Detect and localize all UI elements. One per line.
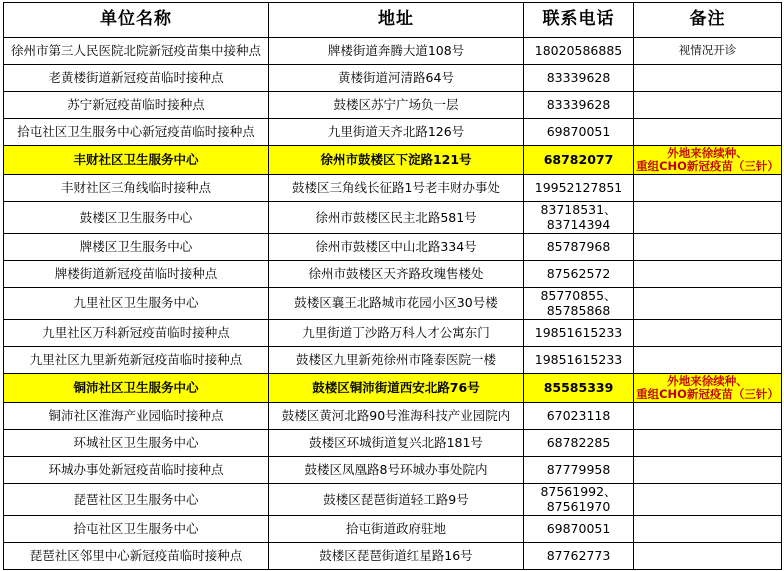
- cell-site-name: 拾屯社区卫生服务中心: [4, 516, 269, 543]
- table-row: [4, 38, 782, 65]
- table-row: [4, 484, 782, 516]
- cell-remark: [634, 261, 782, 288]
- table-row: [4, 202, 782, 234]
- table-row: [4, 430, 782, 457]
- cell-phone: 83339628: [524, 65, 634, 92]
- cell-site-name: 琵琶社区邻里中心新冠疫苗临时接种点: [4, 543, 269, 570]
- cell-site-name: 琵琶社区卫生服务中心: [4, 484, 269, 516]
- table-row: [4, 261, 782, 288]
- cell-address: 鼓楼区三角线长征路1号老丰财办事处: [269, 175, 524, 202]
- cell-site-name: 丰财社区三角线临时接种点: [4, 175, 269, 202]
- cell-site-name: 苏宁新冠疫苗临时接种点: [4, 92, 269, 119]
- cell-site-name: 牌楼街道新冠疫苗临时接种点: [4, 261, 269, 288]
- cell-phone: 83339628: [524, 92, 634, 119]
- table-row: [4, 119, 782, 146]
- table-row: [4, 234, 782, 261]
- cell-phone: 85787968: [524, 234, 634, 261]
- cell-site-name: 九里社区九里新苑新冠疫苗临时接种点: [4, 346, 269, 373]
- cell-site-name: 老黄楼街道新冠疫苗临时接种点: [4, 65, 269, 92]
- table-row: [4, 373, 782, 402]
- column-header-address: 地址: [269, 3, 524, 38]
- cell-site-name: 环城办事处新冠疫苗临时接种点: [4, 457, 269, 484]
- cell-site-name: 徐州市第三人民医院北院新冠疫苗集中接种点: [4, 38, 269, 65]
- cell-phone: 68782077: [524, 146, 634, 175]
- cell-phone: 19851615233: [524, 319, 634, 346]
- cell-phone: 18020586885: [524, 38, 634, 65]
- table-row: [4, 457, 782, 484]
- cell-address: 鼓楼区苏宁广场负一层: [269, 92, 524, 119]
- cell-phone: 85770855、 85785868: [524, 288, 634, 320]
- cell-site-name: 丰财社区卫生服务中心: [4, 146, 269, 175]
- cell-address: 黄楼街道河清路64号: [269, 65, 524, 92]
- table-row: [4, 92, 782, 119]
- table-row: [4, 175, 782, 202]
- table-row: [4, 543, 782, 570]
- cell-phone: 19952127851: [524, 175, 634, 202]
- cell-address: 九里街道天齐北路126号: [269, 119, 524, 146]
- table-body: [4, 38, 782, 570]
- cell-phone: 69870051: [524, 119, 634, 146]
- table-row: [4, 146, 782, 175]
- cell-address: 牌楼街道奔腾大道108号: [269, 38, 524, 65]
- table-row: [4, 319, 782, 346]
- cell-phone: 87762773: [524, 543, 634, 570]
- cell-address: 徐州市鼓楼区下淀路121号: [269, 146, 524, 175]
- cell-address: 鼓楼区襄王北路城市花园小区30号楼: [269, 288, 524, 320]
- cell-phone: 87779958: [524, 457, 634, 484]
- cell-address: 徐州市鼓楼区天齐路玫瑰售楼处: [269, 261, 524, 288]
- cell-site-name: 牌楼区卫生服务中心: [4, 234, 269, 261]
- cell-address: 九里街道丁沙路万科人才公寓东门: [269, 319, 524, 346]
- table-row: [4, 516, 782, 543]
- cell-remark: [634, 516, 782, 543]
- cell-phone: 67023118: [524, 403, 634, 430]
- cell-remark: [634, 457, 782, 484]
- cell-remark: [634, 403, 782, 430]
- cell-phone: 87561992、 87561970: [524, 484, 634, 516]
- cell-address: 鼓楼区琵琶街道轻工路9号: [269, 484, 524, 516]
- cell-remark: 外地来徐续种、 重组CHO新冠疫苗（三针）: [634, 146, 782, 175]
- table-row: [4, 288, 782, 320]
- table-row: [4, 403, 782, 430]
- cell-address: 鼓楼区黄河北路90号淮海科技产业园院内: [269, 403, 524, 430]
- table-header: [4, 3, 782, 38]
- cell-phone: 87562572: [524, 261, 634, 288]
- vaccination-sites-table: [3, 2, 782, 570]
- cell-remark: [634, 543, 782, 570]
- cell-address: 徐州市鼓楼区民主北路581号: [269, 202, 524, 234]
- cell-site-name: 九里社区卫生服务中心: [4, 288, 269, 320]
- cell-remark: [634, 234, 782, 261]
- cell-address: 徐州市鼓楼区中山北路334号: [269, 234, 524, 261]
- header-row: [4, 3, 782, 38]
- cell-remark: [634, 65, 782, 92]
- cell-remark: [634, 484, 782, 516]
- cell-remark: [634, 319, 782, 346]
- cell-address: 鼓楼区环城街道复兴北路181号: [269, 430, 524, 457]
- cell-address: 鼓楼区铜沛街道西安北路76号: [269, 373, 524, 402]
- column-header-phone: 联系电话: [524, 3, 634, 38]
- cell-remark: [634, 430, 782, 457]
- cell-address: 拾屯街道政府驻地: [269, 516, 524, 543]
- column-header-remark: 备注: [634, 3, 782, 38]
- cell-remark: [634, 202, 782, 234]
- cell-remark: [634, 346, 782, 373]
- cell-remark: [634, 92, 782, 119]
- cell-site-name: 铜沛社区淮海产业园临时接种点: [4, 403, 269, 430]
- cell-address: 鼓楼区琵琶街道红星路16号: [269, 543, 524, 570]
- cell-site-name: 拾屯社区卫生服务中心新冠疫苗临时接种点: [4, 119, 269, 146]
- cell-phone: 68782285: [524, 430, 634, 457]
- cell-site-name: 铜沛社区卫生服务中心: [4, 373, 269, 402]
- cell-remark: [634, 175, 782, 202]
- column-header-name: 单位名称: [4, 3, 269, 38]
- cell-address: 鼓楼区凤凰路8号环城办事处院内: [269, 457, 524, 484]
- cell-remark: 外地来徐续种、 重组CHO新冠疫苗（三针）: [634, 373, 782, 402]
- cell-site-name: 鼓楼区卫生服务中心: [4, 202, 269, 234]
- cell-phone: 83718531、 83714394: [524, 202, 634, 234]
- cell-site-name: 九里社区万科新冠疫苗临时接种点: [4, 319, 269, 346]
- cell-remark: [634, 119, 782, 146]
- cell-address: 鼓楼区九里新苑徐州市隆泰医院一楼: [269, 346, 524, 373]
- cell-remark: 视情况开诊: [634, 38, 782, 65]
- table-row: [4, 346, 782, 373]
- cell-remark: [634, 288, 782, 320]
- cell-site-name: 环城社区卫生服务中心: [4, 430, 269, 457]
- cell-phone: 19851615233: [524, 346, 634, 373]
- cell-phone: 69870051: [524, 516, 634, 543]
- cell-phone: 85585339: [524, 373, 634, 402]
- table-row: [4, 65, 782, 92]
